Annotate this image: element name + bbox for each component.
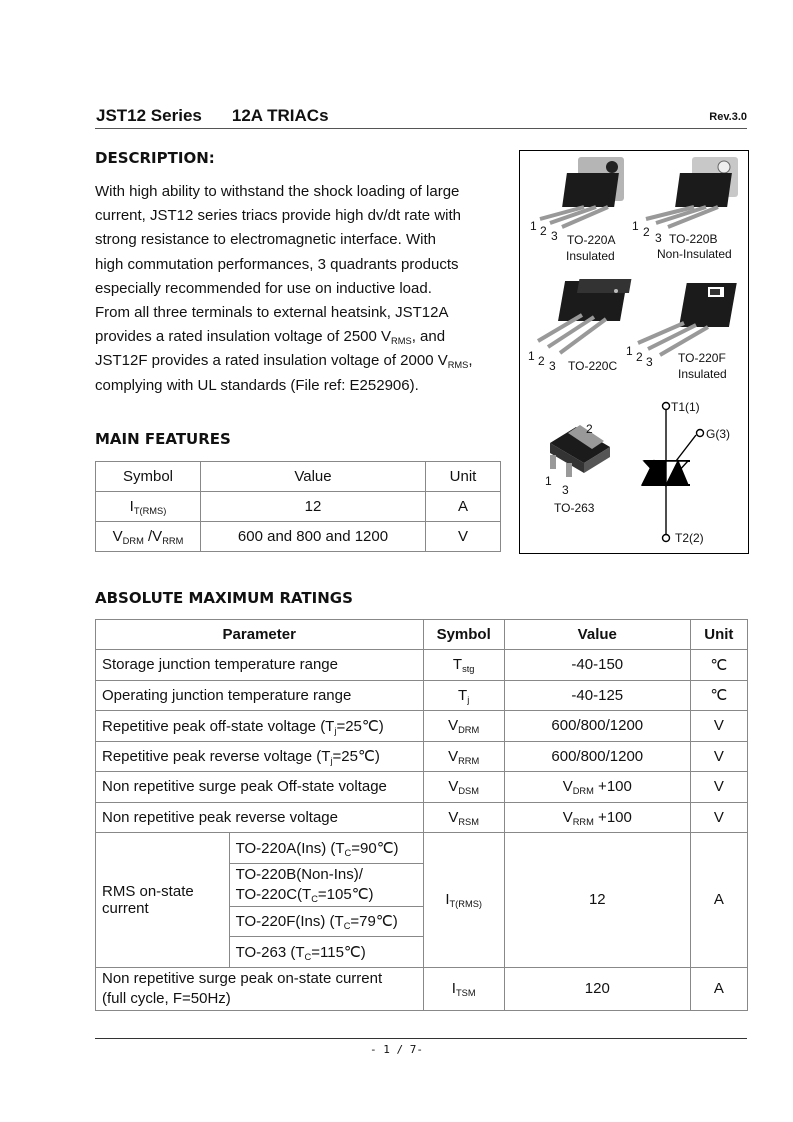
pin-label: 1 [626,344,633,358]
page-number: - 1 / 7- [370,1043,423,1056]
series-name: JST12 Series [96,106,202,125]
column-header: Symbol [423,620,504,650]
value-cell: $V_{RRM} +100$ [504,802,690,833]
symbol-cell: $V_{DSM}$ [423,772,504,803]
pin-label: 3 [549,359,556,373]
symbol-cell: $V_{DRM}$ [423,711,504,742]
column-header: Symbol [96,462,201,492]
main-features-table [95,461,501,552]
package-name: TO-263 [554,501,595,515]
parameter-cell: RMS on-state current [96,833,230,968]
pin-label: 2 [538,354,545,368]
value-cell: $V_{DRM} +100$ [504,772,690,803]
triac-symbol [642,403,704,542]
value-cell: -40-125 [504,680,690,711]
table-header-row [96,620,748,650]
symbol-cell: $I_{T(RMS)}$ [423,833,504,968]
column-header: Unit [690,620,747,650]
unit-cell: V [690,741,747,772]
pin-label: 3 [562,483,569,497]
parameter-cell: Non repetitive peak reverse voltage [96,802,424,833]
description-line: From all three terminals to external heatsink, JST12A [95,304,449,322]
symbol-cell: $T_j$ [423,680,504,711]
value-cell: 120 [504,967,690,1010]
absolute-maximum-ratings-table [95,619,748,1011]
product-name: 12A TRIACs [231,106,329,125]
value-cell: 600 and 800 and 1200 [201,522,426,552]
value-cell: -40-150 [504,650,690,681]
package-name: TO-220F [678,351,726,365]
pin-label: 1 [545,474,552,488]
terminal-label-t1: T1(1) [671,400,700,414]
to220b-package-icon [646,157,738,227]
footer-divider [95,1038,747,1039]
condition-cell: TO-220F(Ins) $(T_C=79℃)$ [229,906,423,937]
table-row [96,833,748,864]
table-row [96,522,501,552]
column-header: Parameter [96,620,424,650]
table-row [96,967,748,1010]
package-outline-panel [519,150,749,554]
parameter-cell: Operating junction temperature range [96,680,424,711]
symbol-cell: $I_{T(RMS)}$ [96,492,201,522]
description-line: strong resistance to electromagnetic interface. With [95,231,436,249]
condition-cell: TO-263 $(T_C=115℃)$ [229,937,423,968]
unit-cell: V [690,711,747,742]
description-line: complying with UL standards (File ref: E252906). [95,376,419,394]
symbol-cell: $V_{RRM}$ [423,741,504,772]
pin-label: 3 [655,231,662,245]
package-name: TO-220C [568,359,618,373]
table-row [96,711,748,742]
value-cell: 12 [201,492,426,522]
column-header: Value [201,462,426,492]
terminal-label-t2: T2(2) [675,531,704,545]
unit-cell: ℃ [690,680,747,711]
value-cell: 600/800/1200 [504,741,690,772]
parameter-cell: Repetitive peak reverse voltage $(T_j=25℃)$ [96,741,424,772]
main-features-heading: MAIN FEATURES [95,430,231,448]
description-line: provides a rated insulation voltage of 2500 $V_{RMS}$, and [95,328,446,346]
pin-label: 1 [528,349,535,363]
amr-heading: ABSOLUTE MAXIMUM RATINGS [95,589,353,607]
symbol-cell: $T_{stg}$ [423,650,504,681]
unit-cell: A [690,833,747,968]
parameter-cell: Repetitive peak off-state voltage $(T_j=25℃)$ [96,711,424,742]
symbol-cell: $V_{DRM}$ $/V_{RRM}$ [96,522,201,552]
column-header: Unit [426,462,501,492]
description-line: especially recommended for use on inductive load. [95,279,432,297]
document-title [96,106,329,126]
table-header-row [96,462,501,492]
description-heading: DESCRIPTION: [95,149,215,167]
pin-label: 3 [551,229,558,243]
table-row [96,772,748,803]
symbol-cell: $V_{RSM}$ [423,802,504,833]
terminal-label-gate: G(3) [706,427,730,441]
value-cell: 600/800/1200 [504,711,690,742]
pin-label: 2 [586,422,593,436]
column-header: Value [504,620,690,650]
to263-package-icon [550,425,610,477]
description-line: With high ability to withstand the shock loading of large [95,183,460,200]
table-row [96,492,501,522]
table-row [96,741,748,772]
unit-cell: V [426,522,501,552]
pin-label: 2 [643,225,650,239]
condition-cell: TO-220A(Ins) $(T_C=90℃)$ [229,833,423,864]
header-divider [95,128,747,129]
description-body [95,180,505,398]
pin-label: 1 [632,219,639,233]
pin-label: 1 [530,219,537,233]
parameter-cell: Non repetitive surge peak Off-state voltage [96,772,424,803]
unit-cell: ℃ [690,650,747,681]
unit-cell: V [690,802,747,833]
unit-cell: V [690,772,747,803]
symbol-cell: $I_{TSM}$ [423,967,504,1010]
pin-label: 2 [636,350,643,364]
package-name: TO-220B [669,232,718,246]
description-line: current, JST12 series triacs provide high dv/dt rate with [95,207,461,225]
table-row [96,802,748,833]
pin-label: 3 [646,355,653,369]
package-note: Non-Insulated [657,247,732,261]
parameter-cell: Storage junction temperature range [96,650,424,681]
to220a-package-icon [540,157,624,227]
condition-cell: TO-220B(Non-Ins)/ $TO-220C(T_C=105℃)$ [229,863,423,906]
value-cell: 12 [504,833,690,968]
table-row [96,650,748,681]
unit-cell: A [426,492,501,522]
pin-label: 2 [540,224,547,238]
package-name: TO-220A [567,233,616,247]
table-row [96,680,748,711]
description-line: high commutation performances, 3 quadrants products [95,255,459,273]
package-note: Insulated [678,367,727,381]
parameter-cell: Non repetitive surge peak on-state current (full cycle, F=50Hz) [96,967,424,1010]
description-line: JST12F provides a rated insulation voltage of 2000 $V_{RMS}$, [95,352,473,371]
revision-label: Rev.3.0 [709,111,747,123]
package-note: Insulated [566,249,615,263]
to220f-package-icon [638,283,737,355]
unit-cell: A [690,967,747,1010]
to220c-package-icon [538,279,631,353]
